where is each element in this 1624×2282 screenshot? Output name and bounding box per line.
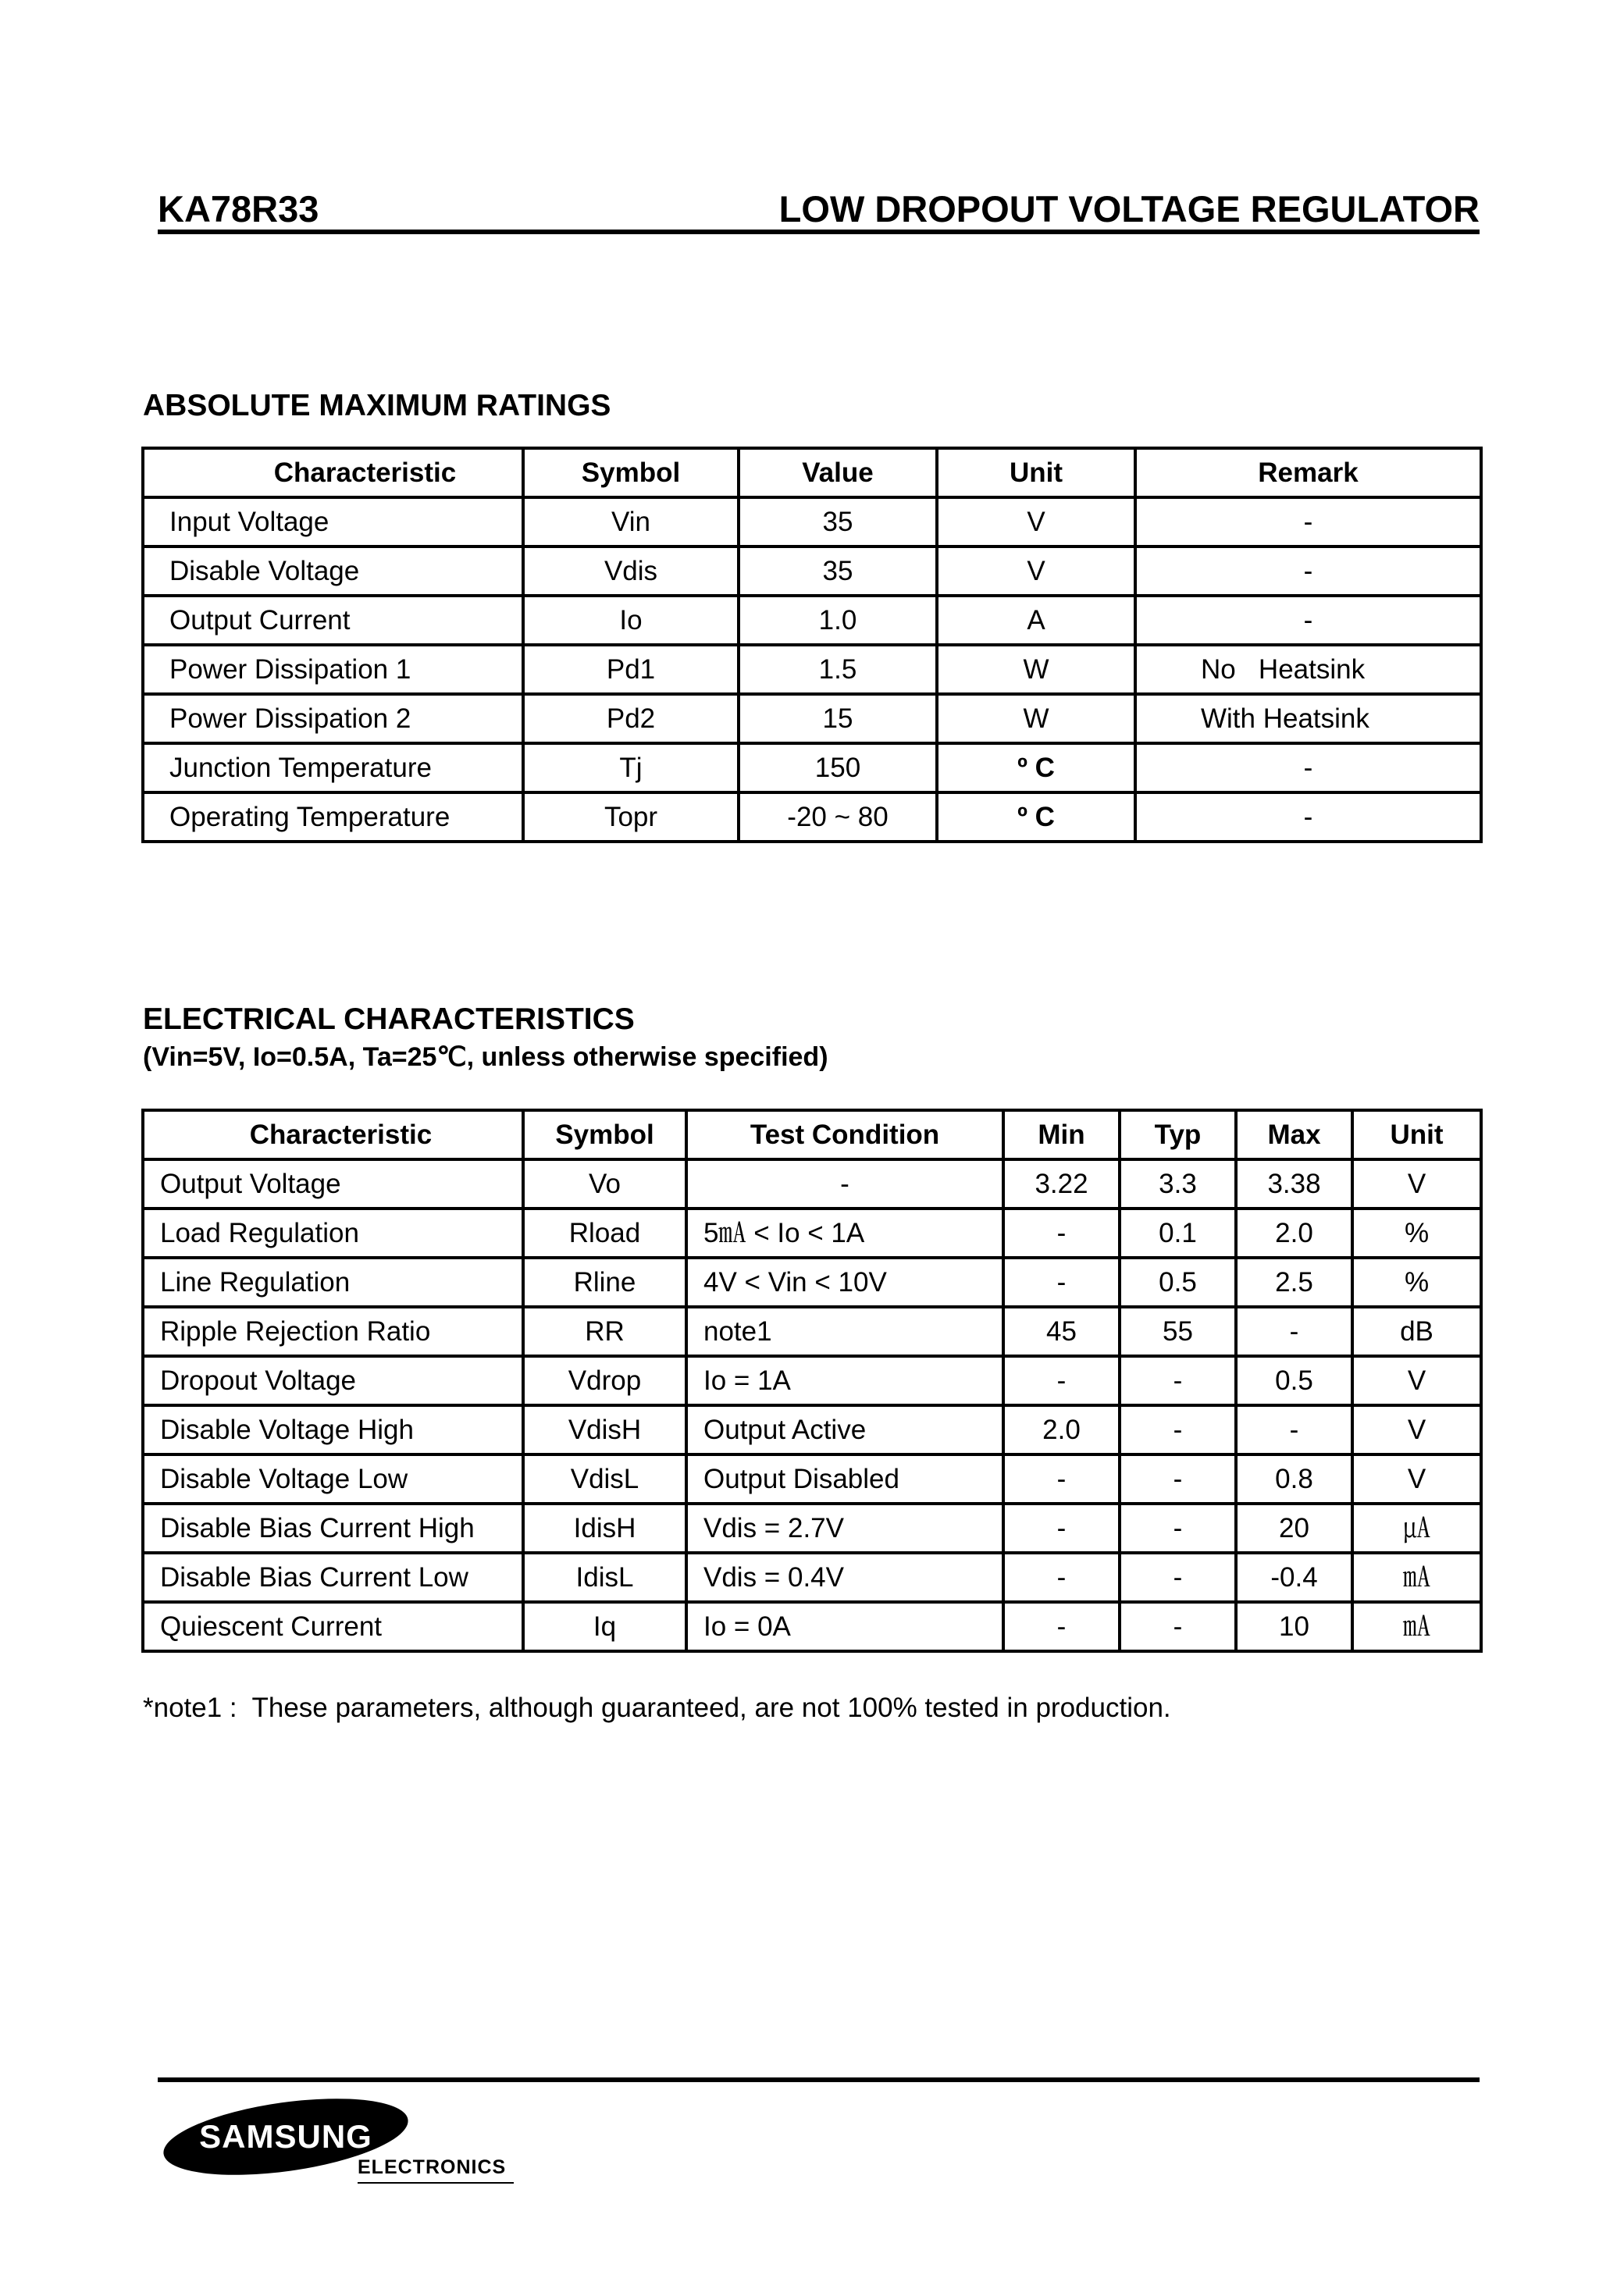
cell-value: 15 xyxy=(739,694,937,743)
table-row xyxy=(143,546,1481,596)
cell-symbol: Io xyxy=(523,596,739,645)
table-row xyxy=(143,1258,1481,1307)
cell-max: 2.0 xyxy=(1236,1209,1352,1258)
cell-min: 2.0 xyxy=(1003,1405,1120,1454)
electrical-table xyxy=(141,1109,1483,1653)
cell-min: - xyxy=(1003,1602,1120,1651)
cell-min: 3.22 xyxy=(1003,1159,1120,1209)
cell-typ: - xyxy=(1120,1356,1236,1405)
cell-symbol: Vdrop xyxy=(523,1356,686,1405)
table-header-row xyxy=(143,448,1481,497)
cell-typ: - xyxy=(1120,1454,1236,1504)
cell-test-condition: Vdis = 0.4V xyxy=(686,1553,1003,1602)
cell-unit: V xyxy=(937,497,1135,546)
cell-characteristic: Junction Temperature xyxy=(143,743,523,792)
cell-characteristic: Disable Voltage High xyxy=(143,1405,523,1454)
cell-test-condition: Io = 0A xyxy=(686,1602,1003,1651)
cell-max: - xyxy=(1236,1405,1352,1454)
cell-characteristic: Load Regulation xyxy=(143,1209,523,1258)
electrical-conditions: (Vin=5V, Io=0.5A, Ta=25℃, unless otherwise specified) xyxy=(143,1042,828,1072)
cell-max: 0.8 xyxy=(1236,1454,1352,1504)
cell-typ: 0.5 xyxy=(1120,1258,1236,1307)
table-row xyxy=(143,1159,1481,1209)
cell-test-condition: - xyxy=(686,1159,1003,1209)
cell-symbol: Topr xyxy=(523,792,739,842)
abs-max-heading: ABSOLUTE MAXIMUM RATINGS xyxy=(143,389,611,422)
cell-unit: ㎃ xyxy=(1352,1602,1481,1651)
cell-symbol: VdisL xyxy=(523,1454,686,1504)
cell-remark: - xyxy=(1135,792,1481,842)
cell-unit: ㎂ xyxy=(1352,1504,1481,1553)
cell-characteristic: Input Voltage xyxy=(143,497,523,546)
cell-value: 35 xyxy=(739,546,937,596)
table-row xyxy=(143,1602,1481,1651)
cell-symbol: IdisH xyxy=(523,1504,686,1553)
cell-test-condition: 4V < Vin < 10V xyxy=(686,1258,1003,1307)
col-characteristic: Characteristic xyxy=(143,448,523,497)
cell-unit: W xyxy=(937,645,1135,694)
cell-symbol: Vdis xyxy=(523,546,739,596)
cell-symbol: Rline xyxy=(523,1258,686,1307)
logo-division-text: ELECTRONICS xyxy=(358,2156,507,2178)
cell-max: - xyxy=(1236,1307,1352,1356)
cell-value: 1.5 xyxy=(739,645,937,694)
cell-characteristic: Ripple Rejection Ratio xyxy=(143,1307,523,1356)
document-title: LOW DROPOUT VOLTAGE REGULATOR xyxy=(778,188,1480,230)
cell-symbol: Vin xyxy=(523,497,739,546)
footer-rule xyxy=(158,2077,1480,2082)
cell-remark: With Heatsink xyxy=(1135,694,1481,743)
cell-characteristic: Disable Bias Current High xyxy=(143,1504,523,1553)
cell-test-condition: Output Active xyxy=(686,1405,1003,1454)
table-row xyxy=(143,1356,1481,1405)
cell-min: - xyxy=(1003,1504,1120,1553)
cell-min: - xyxy=(1003,1209,1120,1258)
cell-typ: 0.1 xyxy=(1120,1209,1236,1258)
cell-characteristic: Dropout Voltage xyxy=(143,1356,523,1405)
cell-unit: º C xyxy=(937,743,1135,792)
table-row xyxy=(143,1504,1481,1553)
header-rule xyxy=(158,230,1480,234)
cell-symbol: IdisL xyxy=(523,1553,686,1602)
cell-unit: A xyxy=(937,596,1135,645)
cell-unit: V xyxy=(937,546,1135,596)
cell-unit: V xyxy=(1352,1454,1481,1504)
cell-unit: ㎃ xyxy=(1352,1553,1481,1602)
cell-typ: - xyxy=(1120,1504,1236,1553)
cell-value: 35 xyxy=(739,497,937,546)
cell-test-condition: note1 xyxy=(686,1307,1003,1356)
cell-max: 2.5 xyxy=(1236,1258,1352,1307)
table-row xyxy=(143,792,1481,842)
cell-max: 0.5 xyxy=(1236,1356,1352,1405)
table-row xyxy=(143,1307,1481,1356)
electrical-heading: ELECTRICAL CHARACTERISTICS xyxy=(143,1002,635,1036)
cell-unit: º C xyxy=(937,792,1135,842)
abs-max-table xyxy=(141,447,1483,843)
table-row xyxy=(143,596,1481,645)
cell-value: -20 ~ 80 xyxy=(739,792,937,842)
table-row xyxy=(143,743,1481,792)
cell-unit: % xyxy=(1352,1258,1481,1307)
cell-unit: % xyxy=(1352,1209,1481,1258)
col-value: Value xyxy=(739,448,937,497)
col-remark: Remark xyxy=(1135,448,1481,497)
col-typ: Typ xyxy=(1120,1110,1236,1159)
cell-test-condition: Output Disabled xyxy=(686,1454,1003,1504)
cell-typ: - xyxy=(1120,1553,1236,1602)
table-row xyxy=(143,645,1481,694)
table-row xyxy=(143,694,1481,743)
col-symbol: Symbol xyxy=(523,1110,686,1159)
cell-typ: - xyxy=(1120,1405,1236,1454)
cell-typ: 3.3 xyxy=(1120,1159,1236,1209)
table-row xyxy=(143,1454,1481,1504)
cell-characteristic: Disable Voltage xyxy=(143,546,523,596)
cell-characteristic: Power Dissipation 1 xyxy=(143,645,523,694)
table-row xyxy=(143,1405,1481,1454)
cell-symbol: Iq xyxy=(523,1602,686,1651)
cell-symbol: Pd2 xyxy=(523,694,739,743)
cell-unit: V xyxy=(1352,1405,1481,1454)
cell-characteristic: Operating Temperature xyxy=(143,792,523,842)
col-unit: Unit xyxy=(1352,1110,1481,1159)
cell-min: 45 xyxy=(1003,1307,1120,1356)
cell-unit: dB xyxy=(1352,1307,1481,1356)
col-test-condition: Test Condition xyxy=(686,1110,1003,1159)
cell-min: - xyxy=(1003,1258,1120,1307)
cell-symbol: RR xyxy=(523,1307,686,1356)
cell-characteristic: Quiescent Current xyxy=(143,1602,523,1651)
col-max: Max xyxy=(1236,1110,1352,1159)
cell-min: - xyxy=(1003,1553,1120,1602)
cell-value: 150 xyxy=(739,743,937,792)
cell-characteristic: Disable Bias Current Low xyxy=(143,1553,523,1602)
table-header-row xyxy=(143,1110,1481,1159)
cell-remark: - xyxy=(1135,743,1481,792)
col-characteristic: Characteristic xyxy=(143,1110,523,1159)
col-unit: Unit xyxy=(937,448,1135,497)
cell-unit: V xyxy=(1352,1356,1481,1405)
cell-characteristic: Line Regulation xyxy=(143,1258,523,1307)
footnote: *note1 : These parameters, although guaranteed, are not 100% tested in production. xyxy=(143,1693,1171,1723)
cell-min: - xyxy=(1003,1454,1120,1504)
cell-max: -0.4 xyxy=(1236,1553,1352,1602)
cell-unit: V xyxy=(1352,1159,1481,1209)
cell-max: 3.38 xyxy=(1236,1159,1352,1209)
col-min: Min xyxy=(1003,1110,1120,1159)
cell-characteristic: Disable Voltage Low xyxy=(143,1454,523,1504)
cell-remark: - xyxy=(1135,596,1481,645)
cell-symbol: VdisH xyxy=(523,1405,686,1454)
logo-underline xyxy=(358,2182,514,2184)
cell-characteristic: Power Dissipation 2 xyxy=(143,694,523,743)
cell-test-condition: Vdis = 2.7V xyxy=(686,1504,1003,1553)
cell-symbol: Tj xyxy=(523,743,739,792)
logo-brand-text: SAMSUNG xyxy=(199,2118,372,2155)
cell-value: 1.0 xyxy=(739,596,937,645)
col-symbol: Symbol xyxy=(523,448,739,497)
cell-max: 20 xyxy=(1236,1504,1352,1553)
cell-remark: - xyxy=(1135,546,1481,596)
cell-max: 10 xyxy=(1236,1602,1352,1651)
cell-characteristic: Output Voltage xyxy=(143,1159,523,1209)
cell-characteristic: Output Current xyxy=(143,596,523,645)
cell-typ: - xyxy=(1120,1602,1236,1651)
cell-remark: - xyxy=(1135,497,1481,546)
cell-test-condition: 5㎃ < Io < 1A xyxy=(686,1209,1003,1258)
table-row xyxy=(143,1209,1481,1258)
cell-test-condition: Io = 1A xyxy=(686,1356,1003,1405)
cell-typ: 55 xyxy=(1120,1307,1236,1356)
cell-symbol: Rload xyxy=(523,1209,686,1258)
table-row xyxy=(143,497,1481,546)
cell-unit: W xyxy=(937,694,1135,743)
cell-remark: No Heatsink xyxy=(1135,645,1481,694)
cell-symbol: Vo xyxy=(523,1159,686,1209)
part-number: KA78R33 xyxy=(158,188,319,230)
table-row xyxy=(143,1553,1481,1602)
cell-min: - xyxy=(1003,1356,1120,1405)
cell-symbol: Pd1 xyxy=(523,645,739,694)
